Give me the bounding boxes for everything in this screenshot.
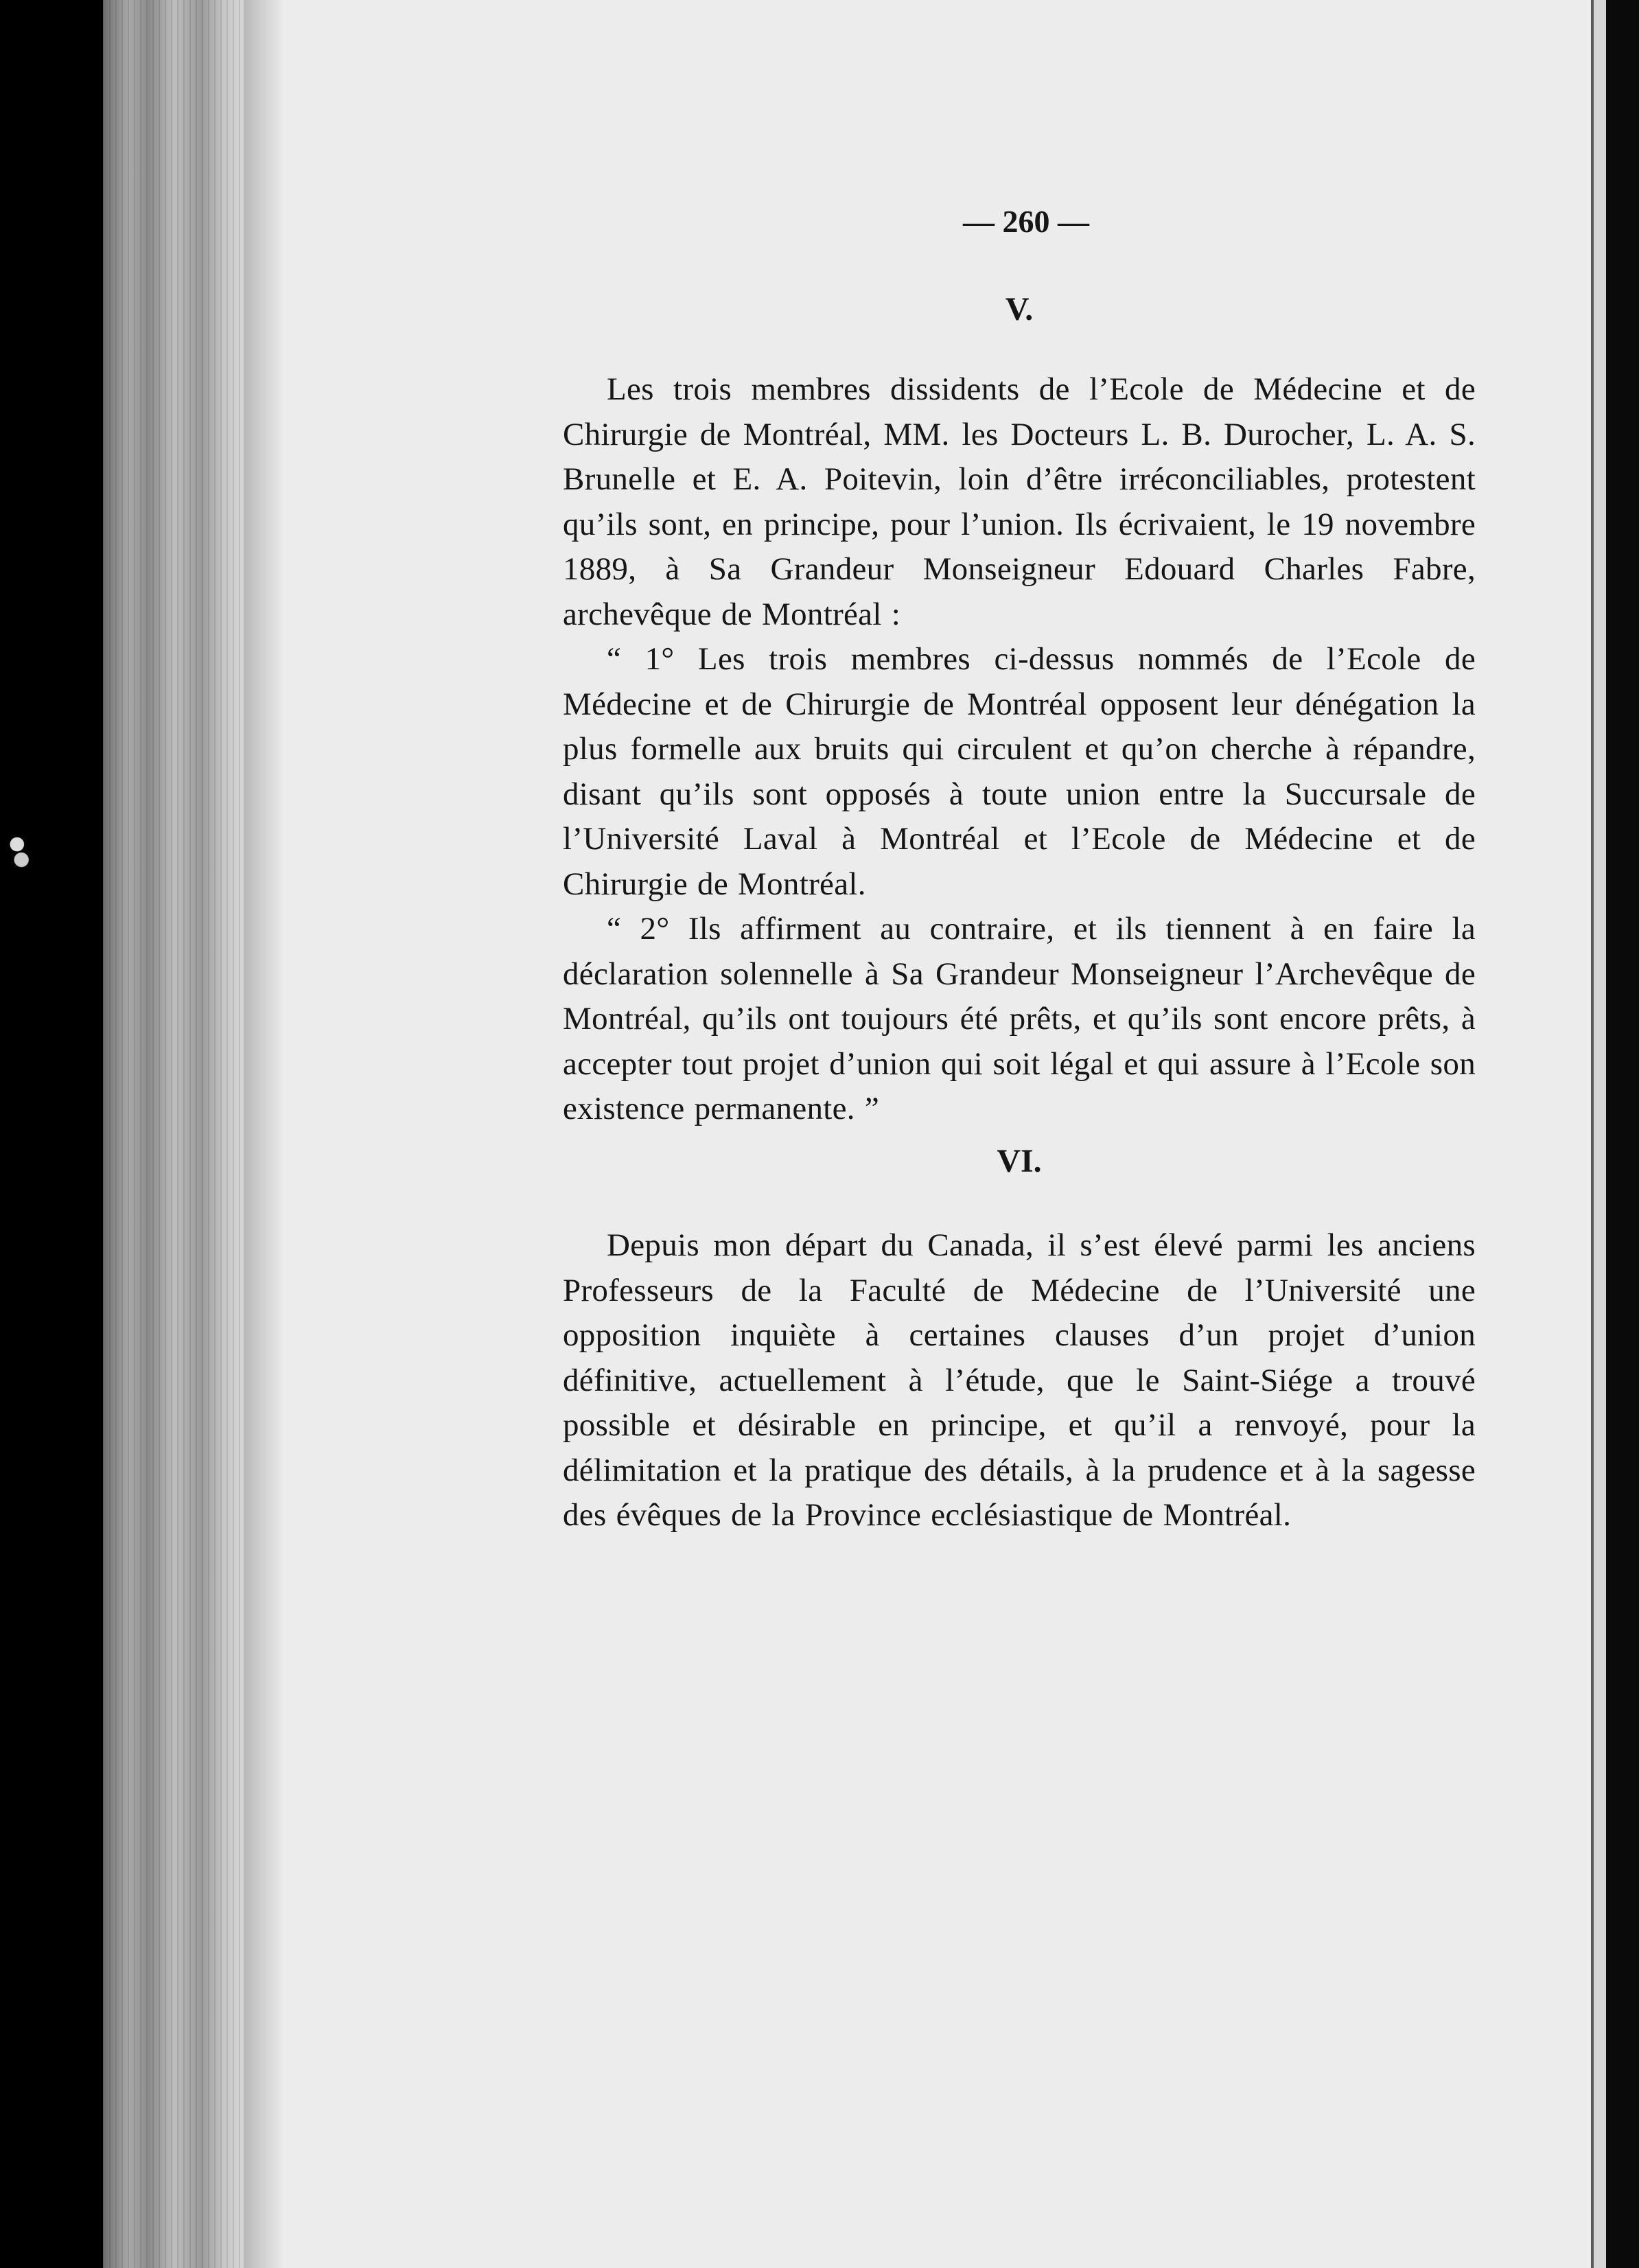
text-block	[563, 199, 1476, 1538]
book-edge-lines	[103, 0, 247, 2268]
scan-speck	[8, 824, 30, 875]
right-border	[1606, 0, 1639, 2268]
quote-paragraph-1: “ 1° Les trois membres ci-dessus nommés de l’Ecole de Médecine et de Chirurgie de Montréal opposent leur dénégation la plus formelle aux bruits qui circulent et qu’on cherche à répandre, disant qu’ils sont opposés à toute union entre la Succursale de l’Université Laval à Montréal et l’Ecole de Médecine et de Chirurgie de Montréal.	[563, 641, 1476, 902]
section-vi-body: Depuis mon départ du Canada, il s’est élevé parmi les anciens Professeurs de la Faculté de Médecine de l’Université une opposition inquiète à certaines clauses d’un projet d’union définitive, actuellement à l’étude, que le Saint-Siége a trouvé possible et désirable en principe, et qu’il a renvoyé, pour la délimitation et la pratique des détails, à la prudence et à la sagesse des évêques de la Province ecclésiastique de Montréal.	[563, 1227, 1476, 1533]
section-heading-vi: VI.	[997, 1142, 1042, 1179]
gutter-shadow	[244, 0, 285, 2268]
section-heading-v: V.	[1005, 290, 1034, 327]
quote-paragraph-2: “ 2° Ils affirment au contraire, et ils tiennent à en faire la déclaration solennelle à Sa Grandeur Monseigneur l’Archevêque de Montréal, qu’ils ont toujours été prêts, et qu’ils sont encore prêts, à accepter tout projet d’union qui soit légal et qui assure à l’Ecole son existence permanente. ”	[563, 911, 1476, 1126]
section-v-intro: Les trois membres dissidents de l’Ecole de Médecine et de Chirurgie de Montréal, MM. les Docteurs L. B. Durocher, L. A. S. Brunelle et E. A. Poitevin, loin d’être irréconciliables, protestent qu’ils sont, en principe, pour l’union. Ils écrivaient, le 19 novembre 1889, à Sa Grandeur Monseigneur Edouard Charles Fabre, archevêque de Montréal :	[563, 371, 1476, 632]
page-number: — 260 —	[963, 204, 1089, 239]
